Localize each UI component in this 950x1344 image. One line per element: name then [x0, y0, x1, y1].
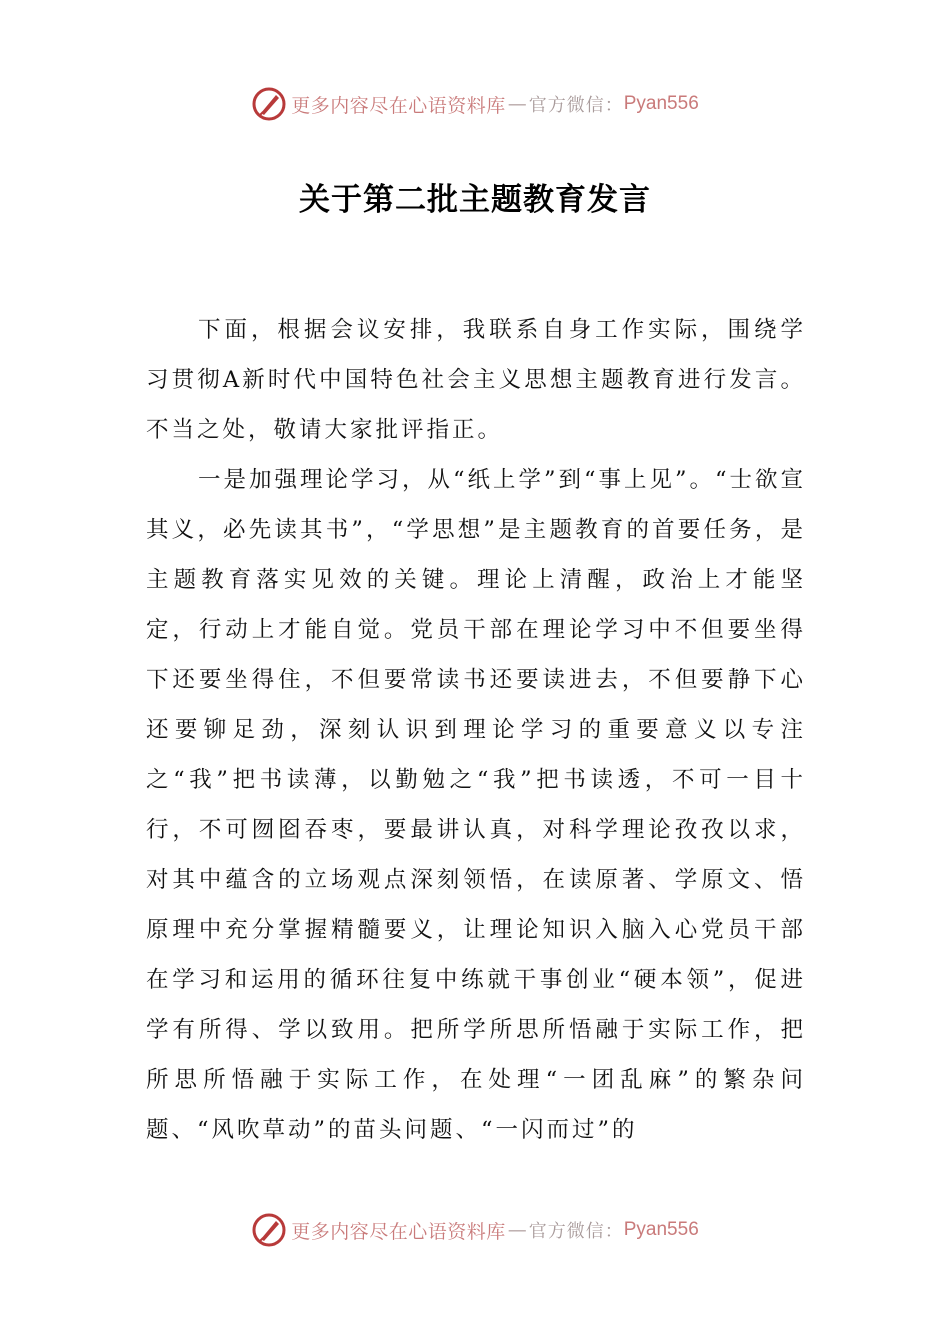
- banner-text: 更多内容尽在心语资料库: [291, 94, 506, 117]
- banner-text: 更多内容尽在心语资料库: [291, 1220, 506, 1243]
- banner-separator: —: [507, 93, 527, 115]
- quill-seal-logo-icon: [251, 1212, 287, 1248]
- paragraph-intro: 下面，根据会议安排，我联系自身工作实际，围绕学习贯彻A新时代中国特色社会主义思想主题教育进行发言。不当之处，敬请大家批评指正。: [146, 317, 806, 443]
- banner-label: 官方微信：: [528, 95, 624, 116]
- document-body: [146, 305, 806, 1155]
- header-watermark-banner: [0, 84, 950, 124]
- footer-watermark-banner: [0, 1210, 950, 1250]
- banner-label: 官方微信：: [528, 1221, 624, 1242]
- paragraph-theory-study: 一是加强理论学习，从“纸上学”到“事上见”。“士欲宣其义，必先读其书”，“学思想”是主题教育的首要任务，是主题教育落实见效的关键。理论上清醒，政治上才能坚定，行动上才能自觉。党员干部在理论学习中不但要坐得下还要坐得住，不但要常读书还要读进去，不但要静下心还要铆足劲，深刻认识到理论学习的重要意义以专注之“我”把书读薄，以勤勉之“我”把书读透，不可一目十行，不可囫囵吞枣，要最讲认真，对科学理论孜孜以求，对其中蕴含的立场观点深刻领悟，在读原著、学原文、悟原理中充分掌握精髓要义，让理论知识入脑入心党员干部在学习和运用的循环往复中练就干事创业“硬本领”，促进学有所得、学以致用。把所学所思所悟融于实际工作，把所思所悟融于实际工作，在处理“一团乱麻”的繁杂问题、“风吹草动”的苗头问题、“一闪而过”的: [146, 467, 807, 1143]
- quill-seal-logo-icon: [251, 86, 287, 122]
- document-title: 关于第二批主题教育发言: [299, 182, 651, 218]
- banner-id: Pyan556: [623, 93, 699, 114]
- banner-separator: —: [507, 1219, 527, 1241]
- banner-id: Pyan556: [623, 1219, 699, 1240]
